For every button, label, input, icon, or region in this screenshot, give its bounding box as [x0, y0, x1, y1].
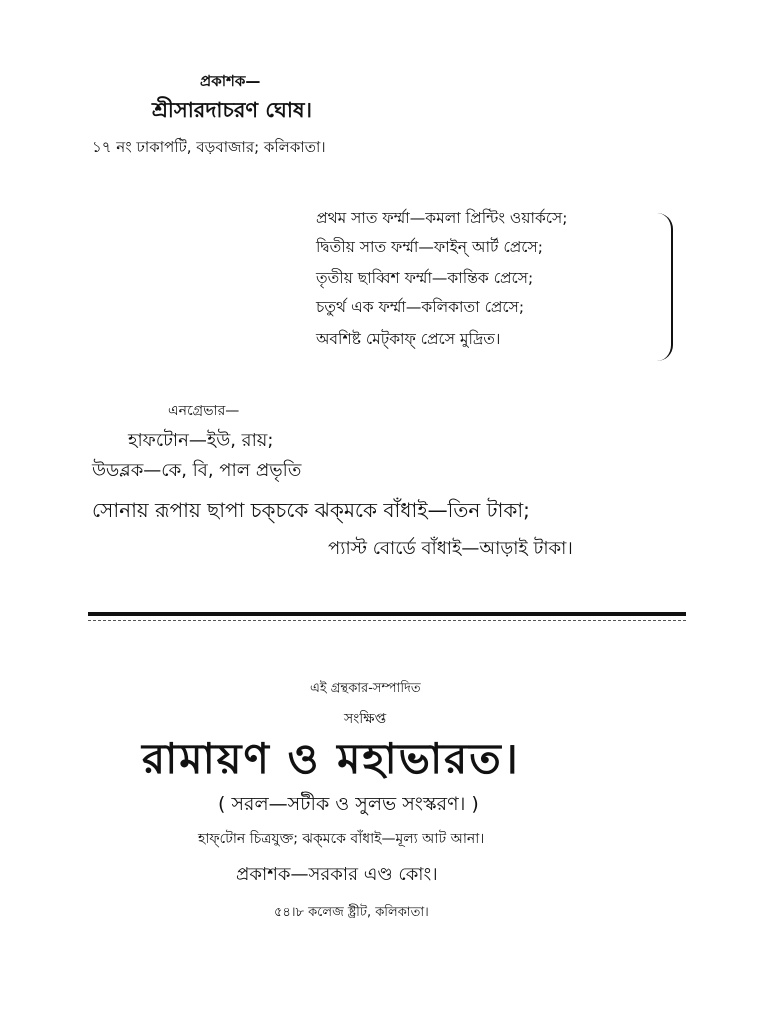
advert-price-line: হাফ্‌টোন চিত্রযুক্ত; ঝক্‌মকে বাঁধাই—মূল্য আট আনা। — [198, 831, 485, 847]
printer-line-3: তৃতীয় ছাব্বিশ ফর্ম্মা—কান্তিক প্রেসে; — [316, 269, 534, 287]
gold-binding-price: সোনায় রূপায় ছাপা চক্‌চকে ঝক্‌মকে বাঁধাই—তিন টাকা; — [92, 498, 530, 522]
printer-line-2: দ্বিতীয় সাত ফর্ম্মা—ফাইন্ আর্ট প্রেসে; — [316, 238, 543, 256]
advert-title: রামায়ণ ও মহাভারত। — [142, 734, 520, 783]
halftone-credit: হাফটোন—ইউ, রায়; — [128, 430, 274, 451]
divider-thick — [88, 612, 686, 616]
printer-line-5: অবশিষ্ট মেট্‌কাফ্ প্রেসে মুদ্রিত। — [316, 330, 501, 348]
advert-by-author: এই গ্রন্থকার-সম্পাদিত — [310, 681, 421, 696]
engraver-heading: এনগ্রেভার— — [168, 403, 240, 419]
advert-abridged: সংক্ষিপ্ত — [344, 711, 387, 727]
advert-address: ৫৪।৮ কলেজ ষ্ট্রীট, কলিকাতা। — [274, 905, 429, 920]
printers-brace — [657, 213, 673, 361]
printer-line-4: চতুর্থ এক ফর্ম্মা—কলিকাতা প্রেসে; — [316, 298, 525, 316]
printer-line-1: প্রথম সাত ফর্ম্মা—কমলা প্রিন্টিং ওয়ার্কসে; — [316, 209, 568, 227]
advert-edition: ( সরল—সটীক ও সুলভ সংস্করণ। ) — [218, 793, 479, 815]
divider-thin — [88, 620, 686, 621]
publisher-heading: প্রকাশক— — [200, 72, 261, 90]
paste-board-price: প্যাস্ট বোর্ডে বাঁধাই—আড়াই টাকা। — [328, 538, 573, 559]
publisher-name: শ্রীসারদাচরণ ঘোষ। — [152, 98, 313, 122]
advert-publisher: প্রকাশক—সরকার এণ্ড কোং। — [236, 864, 438, 885]
publisher-address: ১৭ নং ঢাকাপটি, বড়বাজার; কলিকাতা। — [92, 138, 326, 156]
woodblock-credit: উডব্লক—কে, বি, পাল প্রভৃতি — [92, 460, 302, 481]
